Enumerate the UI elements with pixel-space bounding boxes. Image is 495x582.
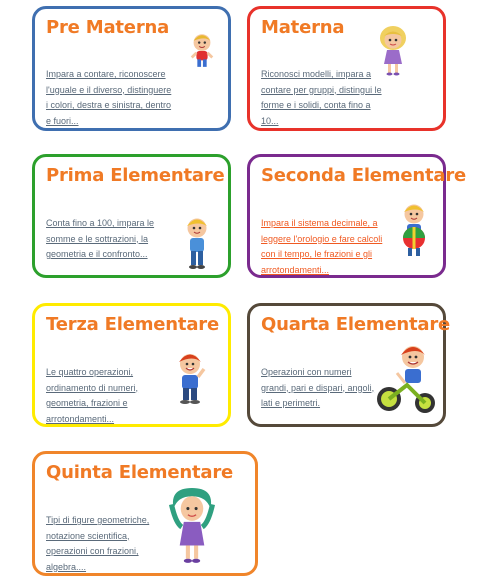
card-description-link[interactable]: Impara il sistema decimale, a leggere l'orologio e fare calcoli con il tempo, le frazioni e gli arrotondamenti... (261, 218, 383, 275)
card-description-link[interactable]: Impara a contare, riconoscere l'uguale e il diverso, distinguere i colori, destra e sinistra, dentro e fuori... (46, 69, 172, 126)
card-terza-elementare[interactable] (32, 303, 231, 427)
card-materna[interactable] (247, 6, 446, 131)
blonde-girl-icon (377, 23, 409, 77)
green-hair-girl-icon (167, 486, 217, 568)
card-pre-materna[interactable] (32, 6, 231, 131)
blond-boy-icon (182, 215, 212, 273)
card-title[interactable]: Seconda Elementare (261, 165, 467, 186)
toddler-boy-icon (188, 29, 216, 73)
card-quinta-elementare[interactable] (32, 451, 258, 576)
card-title[interactable]: Quarta Elementare (261, 314, 451, 335)
card-prima-elementare[interactable] (32, 154, 231, 278)
card-title[interactable]: Quinta Elementare (46, 462, 234, 483)
card-quarta-elementare[interactable] (247, 303, 451, 427)
card-description-link[interactable]: Operazioni con numeri grandi, pari e dispari, angoli, lati e perimetri. (261, 367, 375, 408)
card-title[interactable]: Materna (261, 17, 345, 38)
boy-on-tricycle-icon (375, 342, 439, 418)
card-title[interactable]: Terza Elementare (46, 314, 219, 335)
card-description-link[interactable]: Conta fino a 100, impara le somme e le sottrazioni, la geometria e il confronto... (46, 218, 155, 259)
boy-with-ball-icon (397, 201, 431, 261)
card-description-link[interactable]: Riconosci modelli, impara a contare per gruppi, distingui le forme e i solidi, conta fino a 10... (261, 69, 382, 126)
card-title[interactable]: Prima Elementare (46, 165, 225, 186)
card-title[interactable]: Pre Materna (46, 17, 170, 38)
card-description-link[interactable]: Le quattro operazioni, ordinamento di numeri, geometria, frazioni e arrotondamenti... (46, 367, 139, 424)
redhead-boy-icon (171, 350, 209, 410)
card-description-link[interactable]: Tipi di figure geometriche, notazione scientifica, operazioni con frazioni, algebra.... (46, 515, 150, 572)
card-seconda-elementare[interactable] (247, 154, 467, 278)
